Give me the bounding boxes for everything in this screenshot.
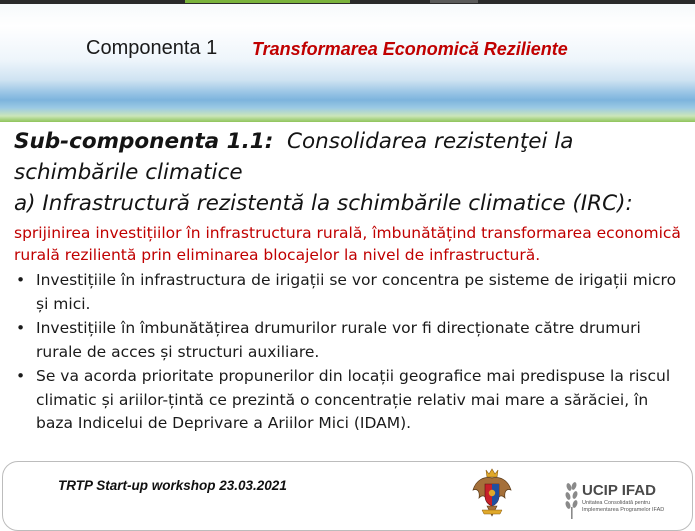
ifad-logo-name: UCIP IFAD	[582, 482, 656, 499]
bullet-item	[14, 317, 686, 364]
bullet-text: Investițiile în infrastructura de irigații se vor concentra pe sisteme de irigații micro și mici.	[36, 271, 677, 313]
header-top-strip	[0, 0, 695, 4]
bullet-item	[14, 365, 686, 436]
section-intro-red: sprijinirea investițiilor în infrastructura rurală, îmbunătățind transformarea economică rurală rezilientă prin eliminarea blocajelor la nivel de infrastructură.	[14, 224, 681, 264]
bullet-text: Investițiile în îmbunătățirea drumurilor rurale vor fi direcționate către drumuri rurale de acces și structuri auxiliare.	[36, 319, 641, 361]
bullet-dot: •	[16, 271, 26, 289]
slide-header-band	[0, 0, 695, 122]
slide-content	[14, 126, 686, 437]
subcomponent-heading-line2: schimbările climatice	[14, 160, 243, 185]
section-subheading: a) Infrastructură rezistentă la schimbările climatice (IRC):	[14, 191, 633, 216]
bullet-text: Se va acorda prioritate propunerilor din locații geografice mai predispuse la riscul climatic și ariilor-țintă ce prezintă o concentrație relativ mai mare a sărăciei, în baza Indicelui de Deprivare a Ariilor Mici (IDAM).	[36, 367, 671, 432]
bullet-item	[14, 269, 686, 316]
moldova-coat-of-arms-icon	[470, 466, 514, 520]
bullet-dot: •	[16, 367, 26, 385]
top-strip-gray-segment	[430, 0, 478, 3]
workshop-label: TRTP Start-up workshop 23.03.2021	[58, 478, 287, 493]
slide-title-subtitle: Transformarea Economică Reziliente	[252, 39, 568, 59]
slide-title-main: Componenta 1	[86, 37, 218, 59]
top-strip-green-segment	[185, 0, 350, 3]
subcomponent-heading-rest: Consolidarea rezistenţei la	[287, 129, 574, 154]
subcomponent-heading	[14, 126, 686, 157]
bullet-list	[14, 269, 686, 436]
subcomponent-heading-bold: Sub-componenta 1.1:	[14, 129, 274, 154]
ifad-logo-subtitle: Unitatea Consolidată pentru Implementarea Programelor IFAD	[582, 500, 665, 513]
bullet-dot: •	[16, 319, 26, 337]
